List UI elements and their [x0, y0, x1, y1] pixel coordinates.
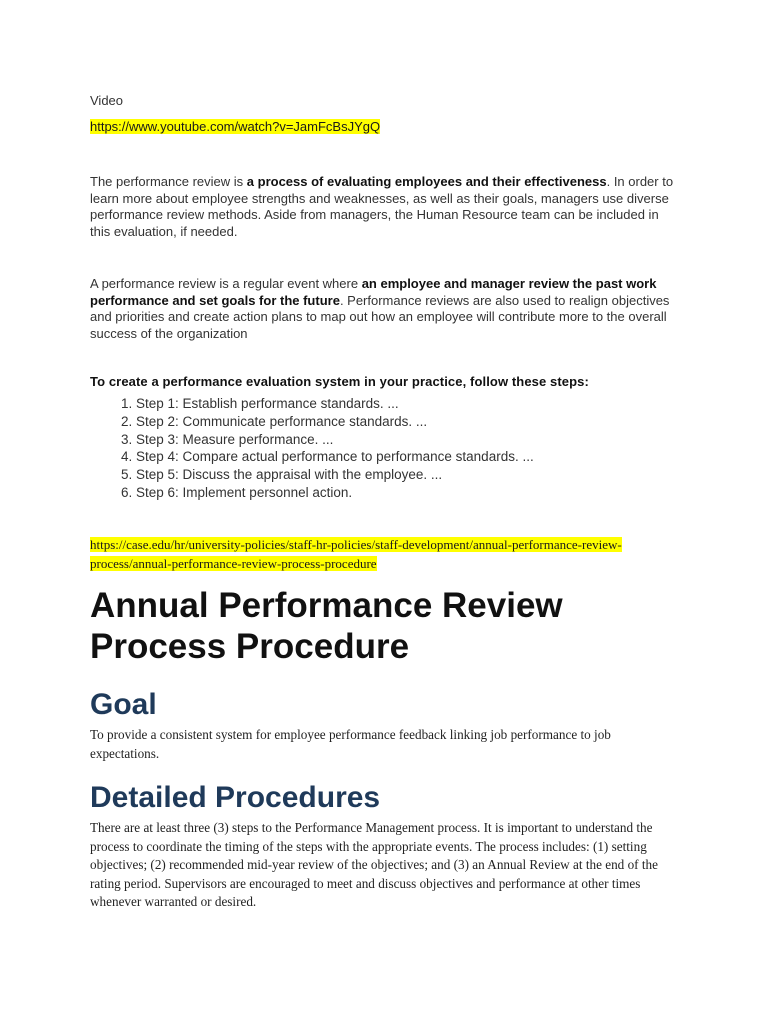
youtube-link[interactable]: https://www.youtube.com/watch?v=JamFcBsJYgQ [90, 119, 381, 134]
performance-review-definition [90, 174, 680, 240]
steps-list [90, 395, 534, 502]
page-title: Annual Performance Review Process Procedure [90, 586, 563, 666]
procedures-text: There are at least three (3) steps to the Performance Management process. It is important to understand the process to coordinate the timing of the steps with the appropriate events. The process includes: (1) setting objectives; (2) recommended mid-year review of the objectives; and (3) an Annual Review at the end of the rating period. Supervisors are encouraged to meet and discuss objectives and performance at other times whenever warranted or desired. [90, 820, 658, 910]
case-edu-link[interactable]: https://case.edu/hr/university-policies/staff-hr-policies/staff-development/annual-performance-review-process/annual-performance-review-process-procedure [90, 537, 622, 571]
para2-pre: A performance review is a regular event where [90, 276, 362, 291]
step-item: 3. Step 3: Measure performance. ... [136, 431, 534, 449]
case-link-line [90, 535, 680, 573]
youtube-link-line [90, 119, 380, 134]
video-label: Video [90, 93, 124, 108]
goal-text: To provide a consistent system for employee performance feedback linking job performance to job expectations. [90, 727, 611, 761]
step-item: 6. Step 6: Implement personnel action. [136, 484, 534, 502]
para1-pre: The performance review is [90, 174, 247, 189]
step-item: 5. Step 5: Discuss the appraisal with the employee. ... [136, 466, 534, 484]
para2-bold: an employee and manager review the past work performance and set goals for the future [90, 276, 657, 308]
goal-heading: Goal [90, 688, 157, 721]
para1-post: . In order to learn more about employee strengths and weaknesses, as well as their goals, managers use diverse performance review methods. Aside from managers, the Human Resource team can be included in this evaluation, if needed. [90, 174, 674, 239]
para1-bold: a process of evaluating employees and their effectiveness [246, 174, 607, 189]
step-item: 4. Step 4: Compare actual performance to performance standards. ... [136, 448, 534, 466]
performance-review-event [90, 276, 680, 342]
step-item: 1. Step 1: Establish performance standards. ... [136, 395, 534, 413]
step-item: 2. Step 2: Communicate performance standards. ... [136, 413, 534, 431]
procedures-heading: Detailed Procedures [90, 781, 381, 814]
steps-heading: To create a performance evaluation system in your practice, follow these steps: [90, 374, 589, 389]
para2-post: . Performance reviews are also used to realign objectives and priorities and create action plans to map out how an employee will contribute more to the overall success of the organization [90, 292, 670, 341]
